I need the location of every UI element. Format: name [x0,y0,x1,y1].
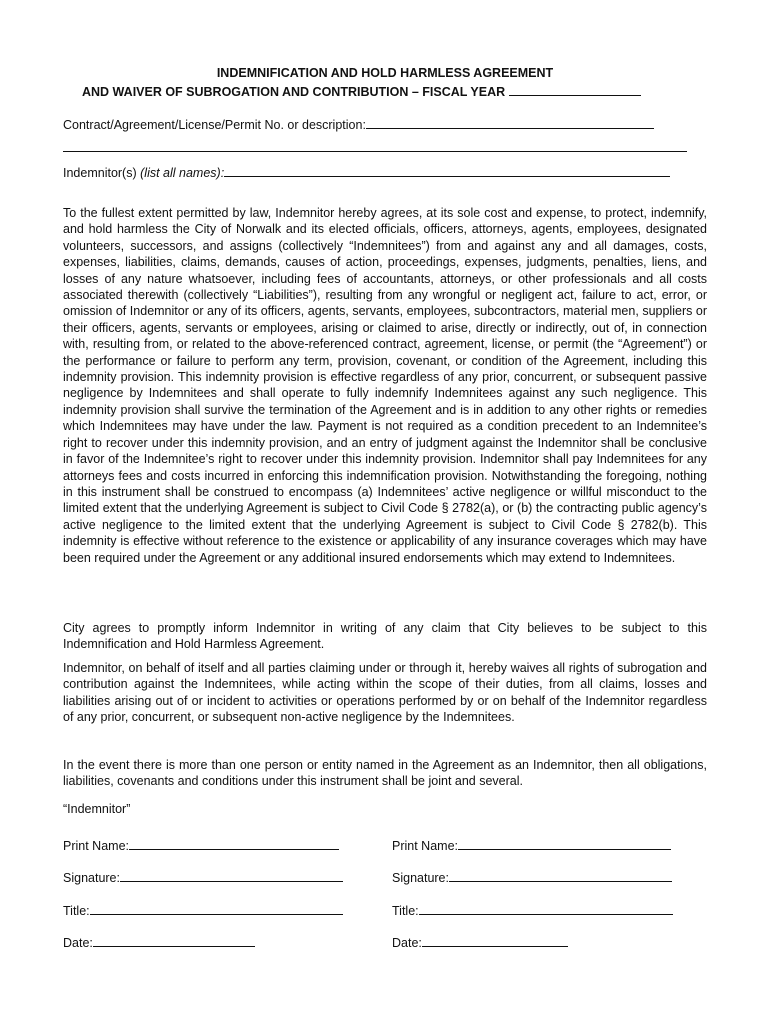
paragraph-joint-several: In the event there is more than one person or entity named in the Agreement as an Indemnitor, then all obligations, liabilities, covenants and conditions under this instrument shall be joint and several. [63,758,707,789]
contract-row [63,116,654,132]
fiscal-year-field[interactable] [509,84,641,96]
indemnitor-hint: (list all names): [140,166,225,180]
document-title-line1: INDEMNIFICATION AND HOLD HARMLESS AGREEMENT [216,66,554,80]
indemnitor-row [63,164,670,180]
right-title-row [392,902,673,918]
right-date-label: Date: [392,936,422,950]
left-print-name-field[interactable] [129,837,339,850]
indemnitor-label: Indemnitor(s) [63,166,137,180]
indemnitor-field[interactable] [224,164,670,177]
right-date-row [392,934,568,950]
left-print-name-row [63,837,339,853]
left-date-row [63,934,255,950]
left-date-field[interactable] [93,934,255,947]
paragraph-notice: City agrees to promptly inform Indemnitor in writing of any claim that City believes to be subject to this Indemnification and Hold Harmless Agreement. [63,621,707,652]
indemnitor-heading: “Indemnitor” [63,802,131,816]
contract-label: Contract/Agreement/License/Permit No. or description: [63,118,366,132]
right-print-name-row [392,837,671,853]
right-print-name-label: Print Name: [392,839,458,853]
left-title-label: Title: [63,904,90,918]
right-print-name-field[interactable] [458,837,671,850]
contract-field[interactable] [366,116,654,129]
left-print-name-label: Print Name: [63,839,129,853]
paragraph-waiver: Indemnitor, on behalf of itself and all parties claiming under or through it, hereby waives all rights of subrogation and contribution against the Indemnitees, while acting within the scope of their duties, from all claims, losses and liabilities arising out of or incident to activities or operations performed by or on behalf of the Indemnitor regardless of any prior, concurrent, or subsequent non-active negligence by the Indemnitees. [63,661,707,725]
right-title-label: Title: [392,904,419,918]
left-title-row [63,902,343,918]
left-signature-row [63,869,343,885]
right-date-field[interactable] [422,934,568,947]
paragraph-indemnity: To the fullest extent permitted by law, Indemnitor hereby agrees, at its sole cost and expense, to protect, indemnify, and hold harmless the City of Norwalk and its elected officials, officers, attorneys, agents, employees, designated volunteers, successors, and assigns (collectively “Indemnitees”) from and against any and all damages, costs, expenses, liabilities, claims, demands, causes of action, proceedings, expenses, judgments, penalties, liens, and losses of any nature whatsoever, including fees of accountants, attorneys, or other professionals and all costs associated therewith (collectively “Liabilities”), resulting from any wrongful or negligent act, failure to act, error, or omission of Indemnitor or any of its officers, agents, servants, employees, subcontractors, material men, suppliers or their officers, agents, servants or employees, arising or claimed to arise, directly or indirectly, out of, in connection with, resulting from, or related to the above-referenced contract, agreement, license, or permit (the “Agreement”) or the performance or failure to perform any term, provision, covenant, or condition of the Agreement, including this indemnity provision. This indemnity provision is effective regardless of any prior, concurrent, or subsequent passive negligence by Indemnitees and shall operate to fully indemnify Indemnitees against any such negligence. This indemnity provision shall survive the termination of the Agreement and is in addition to any other rights or remedies which Indemnitees may have under the law. Payment is not required as a condition precedent to an Indemnitee’s right to recover under this indemnity provision, and an entry of judgment against the Indemnitor shall be conclusive in favor of the Indemnitee’s right to recover under this indemnity provision. Indemnitor shall pay Indemnitees for any attorneys fees and costs incurred in enforcing this indemnification provision. Notwithstanding the foregoing, nothing in this instrument shall be construed to encompass (a) Indemnitees’ active negligence or willful misconduct to the limited extent that the underlying Agreement is subject to Civil Code § 2782(a), or (b) the contracting public agency’s active negligence to the limited extent that the underlying Agreement is subject to Civil Code § 2782(b). This indemnity is effective without reference to the existence or applicability of any insurance coverages which may have been required under the Agreement or any additional insured endorsements which may extend to Indemnitees. [63,206,707,565]
right-signature-field[interactable] [449,869,672,882]
right-signature-label: Signature: [392,871,449,885]
document-title-line2 [82,84,641,99]
left-signature-label: Signature: [63,871,120,885]
document-title-line2-text: AND WAIVER OF SUBROGATION AND CONTRIBUTION – FISCAL YEAR [82,85,506,99]
right-title-field[interactable] [419,902,673,915]
right-signature-row [392,869,672,885]
left-date-label: Date: [63,936,93,950]
left-title-field[interactable] [90,902,343,915]
left-signature-field[interactable] [120,869,343,882]
contract-field-continuation[interactable] [63,151,687,152]
